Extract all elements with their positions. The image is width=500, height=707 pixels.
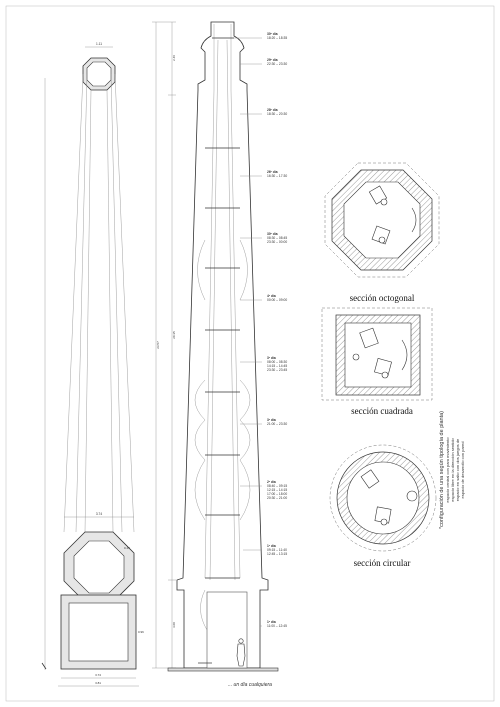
left-plan-column <box>42 42 144 686</box>
svg-text:espacio libre en la dirección: espacio libre en la dirección sentido <box>450 438 455 502</box>
section-label-octagonal: sección octogonal <box>349 293 415 303</box>
dim-base-b: 3.81 <box>95 681 101 685</box>
chimney-inner-flue <box>205 24 240 578</box>
level-label <box>240 418 287 426</box>
section-circular <box>330 445 436 568</box>
dim-top-octagon: 1.11 <box>96 42 102 46</box>
level-label <box>240 232 287 244</box>
svg-text:20:30 – 21:00: 20:30 – 21:00 <box>267 496 288 500</box>
svg-text:4º día: 4º día <box>267 294 276 298</box>
side-note <box>439 411 465 529</box>
svg-text:17:00 – 18:00: 17:00 – 18:00 <box>267 492 288 496</box>
svg-text:23:30 – 23:45: 23:30 – 23:45 <box>267 368 288 372</box>
svg-text:12:15 – 14:15: 12:15 – 14:15 <box>267 488 288 492</box>
dim-mid-octagon: 3.74 <box>95 512 103 516</box>
section-label-circular: sección circular <box>353 558 411 568</box>
level-label <box>234 32 287 40</box>
svg-text:21:00 – 23:30: 21:00 – 23:30 <box>267 422 288 426</box>
level-label <box>260 620 287 628</box>
svg-text:22:30 – 23:30: 22:30 – 23:30 <box>267 62 288 66</box>
dim-square-side: 0.96 <box>138 630 144 634</box>
level-label <box>240 480 287 500</box>
svg-text:23:30 – 00:00: 23:30 – 00:00 <box>267 240 288 244</box>
level-label <box>240 170 287 178</box>
level-label <box>240 294 287 302</box>
section-square <box>322 308 432 416</box>
svg-text:espacio en salto con dos juego: espacio en salto con dos juegos de <box>455 438 460 502</box>
svg-text:12:45 – 13:15: 12:45 – 13:15 <box>267 552 288 556</box>
svg-text:16:30 – 17:30: 16:30 – 17:30 <box>267 174 288 178</box>
svg-text:00:00 – 09:00: 00:00 – 09:00 <box>267 298 288 302</box>
svg-text:26º día: 26º día <box>267 170 278 174</box>
svg-text:18:20 – 18:35: 18:20 – 18:35 <box>267 36 288 40</box>
dim-height-base: 3.00 <box>172 622 176 628</box>
svg-text:11:00 – 12:45: 11:00 – 12:45 <box>267 624 287 628</box>
svg-text:30º día: 30º día <box>267 232 278 236</box>
dim-height-top: 2.46 <box>172 55 176 61</box>
svg-text:14:15 – 14:45: 14:15 – 14:45 <box>267 364 288 368</box>
svg-text:*configuración de una según ti: *configuración de una según tipología de planta) <box>439 410 445 530</box>
svg-text:1º día: 1º día <box>267 620 276 624</box>
svg-text:1º día: 1º día <box>267 544 276 548</box>
svg-text:08:00 – 08:30: 08:00 – 08:30 <box>267 360 288 364</box>
svg-text:28º día: 28º día <box>267 108 278 112</box>
level-label <box>240 356 287 372</box>
svg-text:09:15 – 11:40: 09:15 – 11:40 <box>267 548 287 552</box>
dim-mid-octagon-side: 0.47 <box>124 546 130 550</box>
svg-text:18:30 – 20:30: 18:30 – 20:30 <box>267 112 288 116</box>
level-label <box>243 544 287 556</box>
svg-text:08:40 – 09:15: 08:40 – 09:15 <box>267 484 288 488</box>
svg-text:2º día: 2º día <box>267 480 276 484</box>
floor-platforms <box>198 38 240 663</box>
dim-height-shaft: 20.35 <box>172 331 176 339</box>
svg-text:30º día: 30º día <box>267 32 278 36</box>
svg-text:3º día: 3º día <box>267 418 276 422</box>
svg-text:08:30 – 08:45: 08:30 – 08:45 <box>267 236 288 240</box>
top-octagon-inner <box>87 62 111 86</box>
dim-height-total: 23.57 <box>156 341 160 349</box>
svg-text:3º día: 3º día <box>267 356 276 360</box>
section-label-square: sección cuadrada <box>351 406 413 416</box>
svg-text:espacio central con para movim: espacio central con para movimiento <box>445 437 450 503</box>
chimney-elevation <box>152 22 287 688</box>
square-plan-inner <box>69 603 128 661</box>
svg-text:espacio de desarrollo con pare: espacio de desarrollo con pared <box>460 441 465 499</box>
interior-arcs <box>195 240 250 630</box>
ground-line <box>168 668 278 671</box>
chimney-outer-profile <box>177 22 268 668</box>
level-label <box>240 58 287 66</box>
svg-text:29º día: 29º día <box>267 58 278 62</box>
section-octagonal <box>325 163 439 303</box>
mid-octagon-inner <box>74 541 124 593</box>
dim-base-a: 3.74 <box>95 673 101 677</box>
level-label <box>240 108 287 116</box>
footer-caption: ... un día cualquiera <box>228 682 272 688</box>
